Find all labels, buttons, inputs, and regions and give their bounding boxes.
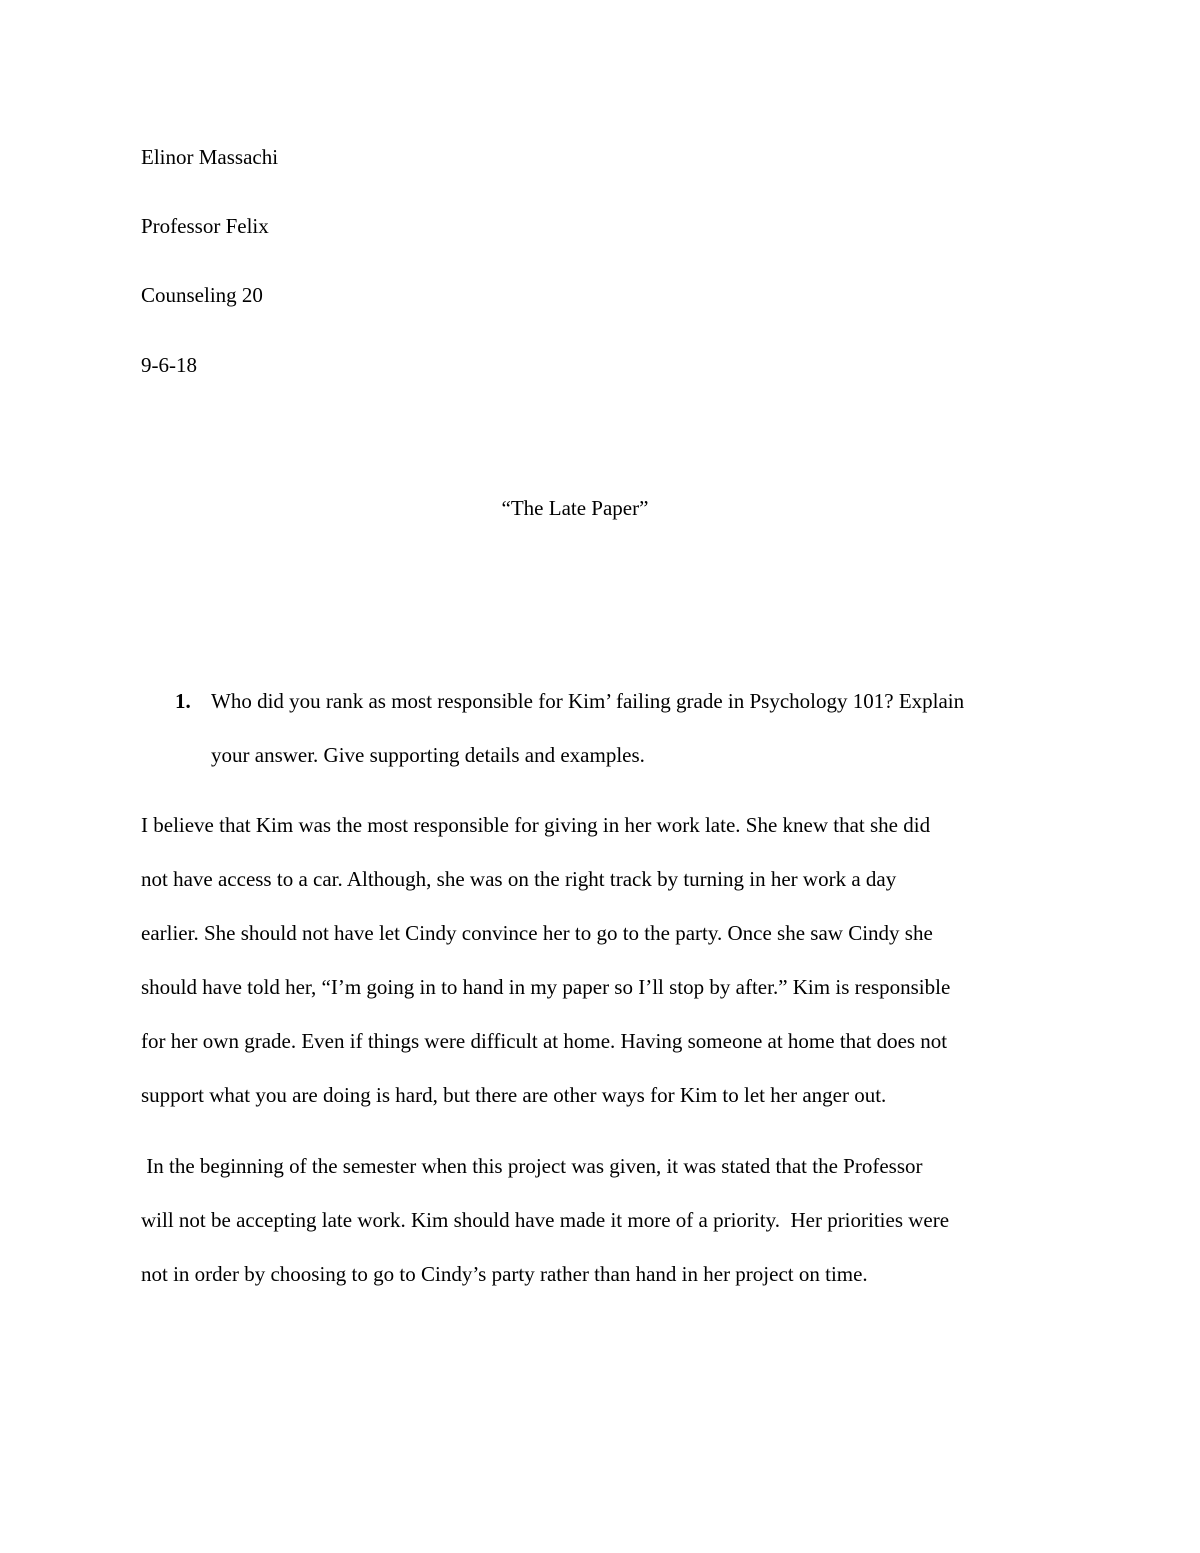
paragraph-line: In the beginning of the semester when this project was given, it was stated that the Professor <box>141 1154 923 1178</box>
paragraph-line: not in order by choosing to go to Cindy’s party rather than hand in her project on time. <box>141 1262 868 1286</box>
paragraph-line: should have told her, “I’m going in to hand in my paper so I’ll stop by after.” Kim is responsible <box>141 975 951 999</box>
paragraph-line: I believe that Kim was the most responsible for giving in her work late. She knew that she did <box>141 813 931 837</box>
paragraph-line: not have access to a car. Although, she was on the right track by turning in her work a day <box>141 867 897 891</box>
question-number: 1. <box>175 689 191 713</box>
paragraph-line: for her own grade. Even if things were difficult at home. Having someone at home that does not <box>141 1029 948 1053</box>
author-name: Elinor Massachi <box>141 145 279 169</box>
course-name: Counseling 20 <box>141 283 263 307</box>
document-title: “The Late Paper” <box>501 496 649 520</box>
document-date: 9-6-18 <box>141 353 197 377</box>
paragraph-line: earlier. She should not have let Cindy convince her to go to the party. Once she saw Cindy she <box>141 921 933 945</box>
question-line: Who did you rank as most responsible for Kim’ failing grade in Psychology 101? Explain <box>211 689 965 713</box>
paragraph-line: support what you are doing is hard, but there are other ways for Kim to let her anger out. <box>141 1083 887 1107</box>
question-line: your answer. Give supporting details and examples. <box>211 743 645 767</box>
professor-name: Professor Felix <box>141 214 269 238</box>
paragraph-line: will not be accepting late work. Kim should have made it more of a priority. Her priorities were <box>141 1208 950 1232</box>
